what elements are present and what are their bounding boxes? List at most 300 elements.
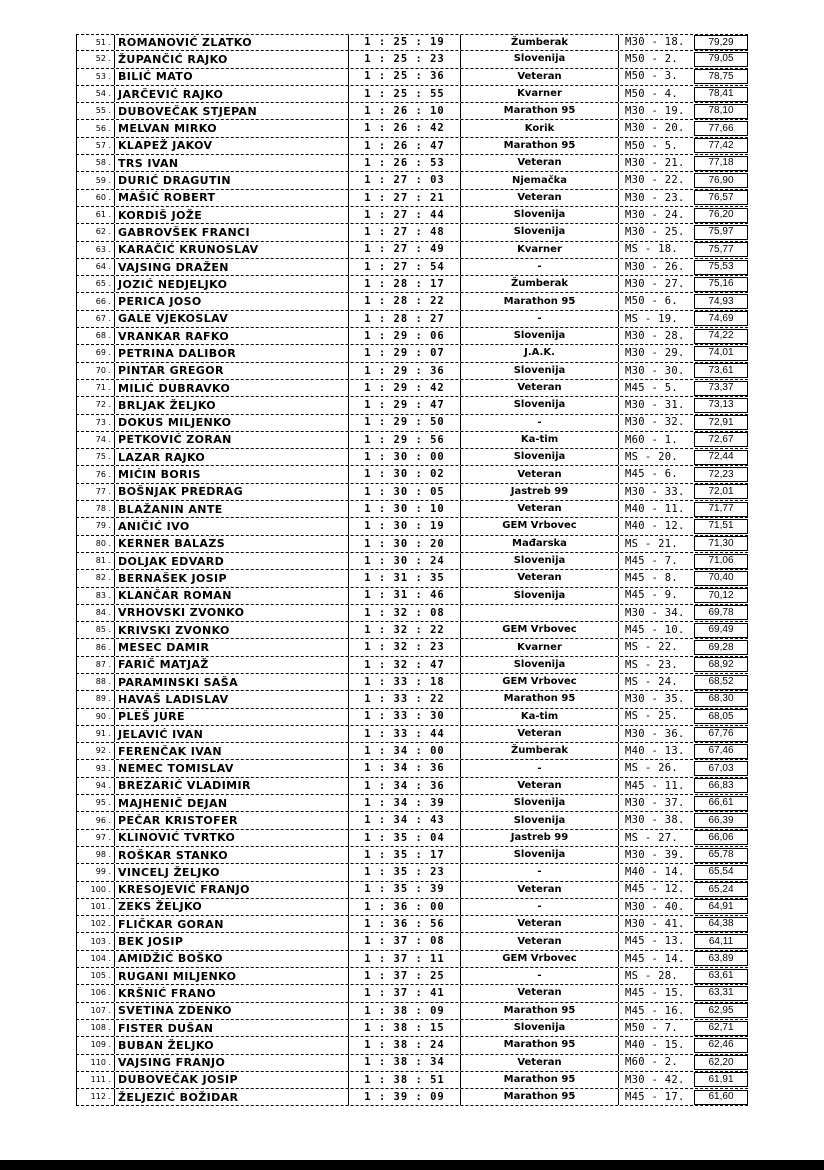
time-cell: 1 : 27 : 48 xyxy=(348,224,460,240)
category-cell: M30 - 42. xyxy=(618,1072,694,1088)
rank-cell: 85 . xyxy=(76,622,114,638)
time-cell: 1 : 27 : 03 xyxy=(348,172,460,188)
score-cell: 71,77 xyxy=(694,502,748,517)
club-cell: Žumberak xyxy=(460,276,618,292)
time-cell: 1 : 29 : 36 xyxy=(348,363,460,379)
table-row xyxy=(76,899,748,916)
time-cell: 1 : 25 : 36 xyxy=(348,69,460,85)
category-cell: M45 - 10. xyxy=(618,622,694,638)
time-cell: 1 : 27 : 44 xyxy=(348,207,460,223)
category-cell: M45 - 8. xyxy=(618,570,694,586)
club-cell: Veteran xyxy=(460,726,618,742)
rank-cell: 111 . xyxy=(76,1072,114,1088)
rank-cell: 90 . xyxy=(76,709,114,725)
name-cell: ROŠKAR STANKO xyxy=(114,847,348,863)
category-cell: MS - 25. xyxy=(618,709,694,725)
club-cell: Veteran xyxy=(460,933,618,949)
category-cell: M30 - 19. xyxy=(618,103,694,119)
club-cell: Ka-tim xyxy=(460,432,618,448)
name-cell: VINCELJ ŽELJKO xyxy=(114,864,348,880)
name-cell: PINTAR GREGOR xyxy=(114,363,348,379)
score-cell: 77,18 xyxy=(694,156,748,171)
name-cell: JARČEVIĆ RAJKO xyxy=(114,86,348,102)
table-row xyxy=(76,397,748,414)
score-cell: 73,13 xyxy=(694,398,748,413)
score-cell: 65,78 xyxy=(694,848,748,863)
name-cell: JELAVIĆ IVAN xyxy=(114,726,348,742)
table-row xyxy=(76,311,748,328)
table-row xyxy=(76,674,748,691)
score-cell: 73,37 xyxy=(694,381,748,396)
score-cell: 62,71 xyxy=(694,1021,748,1036)
name-cell: DOKUS MILJENKO xyxy=(114,415,348,431)
table-row xyxy=(76,1089,748,1106)
table-row xyxy=(76,570,748,587)
table-row xyxy=(76,1072,748,1089)
score-cell: 63,89 xyxy=(694,951,748,966)
score-cell: 63,61 xyxy=(694,969,748,984)
score-cell: 75,53 xyxy=(694,260,748,275)
name-cell: KLANČAR ROMAN xyxy=(114,588,348,604)
name-cell: MESEC DAMIR xyxy=(114,639,348,655)
name-cell: KRŠNIĆ FRANO xyxy=(114,985,348,1001)
time-cell: 1 : 30 : 10 xyxy=(348,501,460,517)
name-cell: BUBAN ŽELJKO xyxy=(114,1037,348,1053)
rank-cell: 88 . xyxy=(76,674,114,690)
score-cell: 67,46 xyxy=(694,744,748,759)
time-cell: 1 : 28 : 22 xyxy=(348,293,460,309)
rank-cell: 68 . xyxy=(76,328,114,344)
table-row xyxy=(76,951,748,968)
table-row xyxy=(76,830,748,847)
rank-cell: 97 . xyxy=(76,830,114,846)
club-cell: GEM Vrbovec xyxy=(460,518,618,534)
score-cell: 78,10 xyxy=(694,104,748,119)
name-cell: VAJSING DRAŽEN xyxy=(114,259,348,275)
rank-cell: 87 . xyxy=(76,657,114,673)
category-cell: M45 - 17. xyxy=(618,1089,694,1105)
score-cell: 79,29 xyxy=(694,35,748,50)
score-cell: 75,77 xyxy=(694,242,748,257)
rank-cell: 83 . xyxy=(76,588,114,604)
table-row xyxy=(76,120,748,137)
score-cell: 68,30 xyxy=(694,692,748,707)
score-cell: 72,91 xyxy=(694,415,748,430)
rank-cell: 63 . xyxy=(76,242,114,258)
club-cell: Veteran xyxy=(460,1055,618,1071)
category-cell: M30 - 22. xyxy=(618,172,694,188)
category-cell: M30 - 24. xyxy=(618,207,694,223)
score-cell: 62,95 xyxy=(694,1003,748,1018)
table-row xyxy=(76,51,748,68)
club-cell: - xyxy=(460,259,618,275)
category-cell: M45 - 12. xyxy=(618,882,694,898)
table-row xyxy=(76,276,748,293)
club-cell: - xyxy=(460,864,618,880)
category-cell: M30 - 34. xyxy=(618,605,694,621)
score-cell: 66,83 xyxy=(694,778,748,793)
time-cell: 1 : 31 : 35 xyxy=(348,570,460,586)
club-cell: Veteran xyxy=(460,882,618,898)
category-cell: M30 - 41. xyxy=(618,916,694,932)
name-cell: DOLJAK EDVARD xyxy=(114,553,348,569)
rank-cell: 64 . xyxy=(76,259,114,275)
rank-cell: 78 . xyxy=(76,501,114,517)
club-cell: Korik xyxy=(460,120,618,136)
table-row xyxy=(76,242,748,259)
rank-cell: 74 . xyxy=(76,432,114,448)
club-cell: Veteran xyxy=(460,380,618,396)
rank-cell: 112 . xyxy=(76,1089,114,1105)
name-cell: BILIĆ MATO xyxy=(114,69,348,85)
score-cell: 68,52 xyxy=(694,675,748,690)
name-cell: LAZAR RAJKO xyxy=(114,449,348,465)
category-cell: M30 - 39. xyxy=(618,847,694,863)
category-cell: M45 - 15. xyxy=(618,985,694,1001)
rank-cell: 52 . xyxy=(76,51,114,67)
category-cell: M60 - 1. xyxy=(618,432,694,448)
category-cell: M30 - 25. xyxy=(618,224,694,240)
table-row xyxy=(76,1037,748,1054)
table-row xyxy=(76,484,748,501)
time-cell: 1 : 29 : 42 xyxy=(348,380,460,396)
time-cell: 1 : 32 : 47 xyxy=(348,657,460,673)
score-cell: 63,31 xyxy=(694,986,748,1001)
rank-cell: 109 . xyxy=(76,1037,114,1053)
rank-cell: 79 . xyxy=(76,518,114,534)
rank-cell: 71 . xyxy=(76,380,114,396)
club-cell: Slovenija xyxy=(460,207,618,223)
time-cell: 1 : 36 : 56 xyxy=(348,916,460,932)
club-cell: Jastreb 99 xyxy=(460,484,618,500)
score-cell: 69,28 xyxy=(694,640,748,655)
time-cell: 1 : 35 : 17 xyxy=(348,847,460,863)
table-row xyxy=(76,345,748,362)
score-cell: 64,91 xyxy=(694,899,748,914)
table-row xyxy=(76,518,748,535)
rank-cell: 55 . xyxy=(76,103,114,119)
table-row xyxy=(76,605,748,622)
table-row xyxy=(76,415,748,432)
club-cell: - xyxy=(460,760,618,776)
category-cell: M30 - 31. xyxy=(618,397,694,413)
category-cell: M50 - 3. xyxy=(618,69,694,85)
name-cell: BRLJAK ŽELJKO xyxy=(114,397,348,413)
rank-cell: 62 . xyxy=(76,224,114,240)
score-cell: 71,06 xyxy=(694,554,748,569)
time-cell: 1 : 30 : 00 xyxy=(348,449,460,465)
score-cell: 74,01 xyxy=(694,346,748,361)
club-cell: Slovenija xyxy=(460,657,618,673)
time-cell: 1 : 29 : 50 xyxy=(348,415,460,431)
name-cell: MILIĆ DUBRAVKO xyxy=(114,380,348,396)
club-cell: Slovenija xyxy=(460,812,618,828)
table-row xyxy=(76,86,748,103)
score-cell: 66,61 xyxy=(694,796,748,811)
club-cell: Slovenija xyxy=(460,1020,618,1036)
rank-cell: 76 . xyxy=(76,466,114,482)
time-cell: 1 : 32 : 22 xyxy=(348,622,460,638)
category-cell: M30 - 35. xyxy=(618,691,694,707)
score-cell: 65,54 xyxy=(694,865,748,880)
rank-cell: 95 . xyxy=(76,795,114,811)
club-cell: Kvarner xyxy=(460,86,618,102)
category-cell: M45 - 13. xyxy=(618,933,694,949)
score-cell: 62,20 xyxy=(694,1055,748,1070)
time-cell: 1 : 37 : 25 xyxy=(348,968,460,984)
time-cell: 1 : 33 : 30 xyxy=(348,709,460,725)
club-cell: Veteran xyxy=(460,985,618,1001)
table-row xyxy=(76,743,748,760)
club-cell: Slovenija xyxy=(460,363,618,379)
time-cell: 1 : 37 : 11 xyxy=(348,951,460,967)
table-row xyxy=(76,172,748,189)
name-cell: KRESOJEVIĆ FRANJO xyxy=(114,882,348,898)
name-cell: FARIČ MATJAŽ xyxy=(114,657,348,673)
table-row xyxy=(76,536,748,553)
time-cell: 1 : 34 : 00 xyxy=(348,743,460,759)
club-cell: GEM Vrbovec xyxy=(460,622,618,638)
time-cell: 1 : 34 : 36 xyxy=(348,760,460,776)
name-cell: MIĆIN BORIS xyxy=(114,466,348,482)
name-cell: KLAPEŽ JAKOV xyxy=(114,138,348,154)
club-cell: Mađarska xyxy=(460,536,618,552)
name-cell: AMIDŽIĆ BOŠKO xyxy=(114,951,348,967)
category-cell: M40 - 12. xyxy=(618,518,694,534)
rank-cell: 61 . xyxy=(76,207,114,223)
name-cell: VRHOVSKI ZVONKO xyxy=(114,605,348,621)
time-cell: 1 : 29 : 06 xyxy=(348,328,460,344)
category-cell: M30 - 33. xyxy=(618,484,694,500)
club-cell: Veteran xyxy=(460,190,618,206)
club-cell: Kvarner xyxy=(460,242,618,258)
name-cell: FERENČAK IVAN xyxy=(114,743,348,759)
time-cell: 1 : 30 : 20 xyxy=(348,536,460,552)
name-cell: FLIČKAR GORAN xyxy=(114,916,348,932)
name-cell: MAJHENIČ DEJAN xyxy=(114,795,348,811)
name-cell: ŽUPANČIĆ RAJKO xyxy=(114,51,348,67)
score-cell: 62,46 xyxy=(694,1038,748,1053)
time-cell: 1 : 37 : 41 xyxy=(348,985,460,1001)
score-cell: 69,49 xyxy=(694,623,748,638)
name-cell: ŽELJEZIĆ BOŽIDAR xyxy=(114,1089,348,1105)
time-cell: 1 : 25 : 55 xyxy=(348,86,460,102)
name-cell: KERNER BALAZS xyxy=(114,536,348,552)
rank-cell: 104 . xyxy=(76,951,114,967)
category-cell: M30 - 29. xyxy=(618,345,694,361)
category-cell: MS - 18. xyxy=(618,242,694,258)
category-cell: MS - 28. xyxy=(618,968,694,984)
club-cell: Veteran xyxy=(460,778,618,794)
name-cell: KORDIŠ JOŽE xyxy=(114,207,348,223)
score-cell: 72,67 xyxy=(694,432,748,447)
score-cell: 78,75 xyxy=(694,69,748,84)
club-cell: Kvarner xyxy=(460,639,618,655)
time-cell: 1 : 28 : 17 xyxy=(348,276,460,292)
score-cell: 76,90 xyxy=(694,173,748,188)
rank-cell: 105 . xyxy=(76,968,114,984)
club-cell: Slovenija xyxy=(460,588,618,604)
rank-cell: 59 . xyxy=(76,172,114,188)
time-cell: 1 : 28 : 27 xyxy=(348,311,460,327)
score-cell: 76,20 xyxy=(694,208,748,223)
rank-cell: 110 . xyxy=(76,1055,114,1071)
club-cell: Marathon 95 xyxy=(460,103,618,119)
table-row xyxy=(76,1020,748,1037)
club-cell: Slovenija xyxy=(460,449,618,465)
club-cell: Veteran xyxy=(460,69,618,85)
name-cell: BOŠNJAK PREDRAG xyxy=(114,484,348,500)
name-cell: PETRINA DALIBOR xyxy=(114,345,348,361)
table-row xyxy=(76,622,748,639)
table-row xyxy=(76,138,748,155)
club-cell: - xyxy=(460,311,618,327)
club-cell: Marathon 95 xyxy=(460,1089,618,1105)
score-cell: 61,91 xyxy=(694,1072,748,1087)
time-cell: 1 : 34 : 36 xyxy=(348,778,460,794)
rank-cell: 86 . xyxy=(76,639,114,655)
score-cell: 64,11 xyxy=(694,934,748,949)
time-cell: 1 : 27 : 49 xyxy=(348,242,460,258)
category-cell: M45 - 16. xyxy=(618,1003,694,1019)
category-cell: M30 - 32. xyxy=(618,415,694,431)
name-cell: JOZIĆ NEDJELJKO xyxy=(114,276,348,292)
table-row xyxy=(76,501,748,518)
category-cell: MS - 26. xyxy=(618,760,694,776)
score-cell: 72,23 xyxy=(694,467,748,482)
table-row xyxy=(76,812,748,829)
table-row xyxy=(76,847,748,864)
table-row xyxy=(76,588,748,605)
category-cell: MS - 23. xyxy=(618,657,694,673)
name-cell: DUBOVEČAK STJEPAN xyxy=(114,103,348,119)
time-cell: 1 : 35 : 23 xyxy=(348,864,460,880)
category-cell: M30 - 30. xyxy=(618,363,694,379)
category-cell: M45 - 11. xyxy=(618,778,694,794)
name-cell: DURIĆ DRAGUTIN xyxy=(114,172,348,188)
time-cell: 1 : 29 : 47 xyxy=(348,397,460,413)
table-row xyxy=(76,380,748,397)
time-cell: 1 : 27 : 54 xyxy=(348,259,460,275)
score-cell: 71,51 xyxy=(694,519,748,534)
time-cell: 1 : 32 : 08 xyxy=(348,605,460,621)
rank-cell: 77 . xyxy=(76,484,114,500)
time-cell: 1 : 38 : 24 xyxy=(348,1037,460,1053)
score-cell: 74,69 xyxy=(694,311,748,326)
score-cell: 67,03 xyxy=(694,761,748,776)
rank-cell: 67 . xyxy=(76,311,114,327)
rank-cell: 100 . xyxy=(76,882,114,898)
time-cell: 1 : 26 : 53 xyxy=(348,155,460,171)
category-cell: M30 - 28. xyxy=(618,328,694,344)
name-cell: NEMEC TOMISLAV xyxy=(114,760,348,776)
category-cell: MS - 19. xyxy=(618,311,694,327)
score-cell: 70,12 xyxy=(694,588,748,603)
club-cell: Jastreb 99 xyxy=(460,830,618,846)
time-cell: 1 : 33 : 18 xyxy=(348,674,460,690)
table-row xyxy=(76,293,748,310)
name-cell: VRANKAR RAFKO xyxy=(114,328,348,344)
club-cell: Žumberak xyxy=(460,743,618,759)
score-cell: 78,41 xyxy=(694,87,748,102)
club-cell: Marathon 95 xyxy=(460,138,618,154)
score-cell: 76,57 xyxy=(694,190,748,205)
club-cell: Slovenija xyxy=(460,553,618,569)
time-cell: 1 : 34 : 43 xyxy=(348,812,460,828)
category-cell: MS - 22. xyxy=(618,639,694,655)
category-cell: M50 - 4. xyxy=(618,86,694,102)
name-cell: MAŠIĆ ROBERT xyxy=(114,190,348,206)
name-cell: PLEŠ JURE xyxy=(114,709,348,725)
time-cell: 1 : 33 : 44 xyxy=(348,726,460,742)
table-row xyxy=(76,553,748,570)
name-cell: VAJSING FRANJO xyxy=(114,1055,348,1071)
time-cell: 1 : 29 : 56 xyxy=(348,432,460,448)
club-cell xyxy=(460,605,618,621)
name-cell: DUBOVEČAK JOSIP xyxy=(114,1072,348,1088)
table-row xyxy=(76,968,748,985)
time-cell: 1 : 30 : 05 xyxy=(348,484,460,500)
name-cell: RUGANI MILJENKO xyxy=(114,968,348,984)
table-row xyxy=(76,224,748,241)
club-cell: - xyxy=(460,899,618,915)
category-cell: M45 - 6. xyxy=(618,466,694,482)
rank-cell: 72 . xyxy=(76,397,114,413)
rank-cell: 99 . xyxy=(76,864,114,880)
category-cell: M30 - 27. xyxy=(618,276,694,292)
club-cell: Žumberak xyxy=(460,35,618,50)
rank-cell: 103 . xyxy=(76,933,114,949)
club-cell: Veteran xyxy=(460,155,618,171)
category-cell: M45 - 5. xyxy=(618,380,694,396)
club-cell: Slovenija xyxy=(460,795,618,811)
time-cell: 1 : 37 : 08 xyxy=(348,933,460,949)
table-row xyxy=(76,639,748,656)
name-cell: KRIVSKI ZVONKO xyxy=(114,622,348,638)
rank-cell: 84 . xyxy=(76,605,114,621)
club-cell: Veteran xyxy=(460,916,618,932)
category-cell: MS - 21. xyxy=(618,536,694,552)
table-row xyxy=(76,726,748,743)
name-cell: TRS IVAN xyxy=(114,155,348,171)
club-cell: - xyxy=(460,968,618,984)
rank-cell: 106 . xyxy=(76,985,114,1001)
time-cell: 1 : 36 : 00 xyxy=(348,899,460,915)
category-cell: M45 - 14. xyxy=(618,951,694,967)
score-cell: 69,78 xyxy=(694,605,748,620)
table-row xyxy=(76,328,748,345)
name-cell: MELVAN MIRKO xyxy=(114,120,348,136)
rank-cell: 53 . xyxy=(76,69,114,85)
table-row xyxy=(76,1003,748,1020)
table-row xyxy=(76,657,748,674)
table-row xyxy=(76,34,748,51)
score-cell: 68,05 xyxy=(694,709,748,724)
score-cell: 72,44 xyxy=(694,450,748,465)
category-cell: M30 - 26. xyxy=(618,259,694,275)
rank-cell: 66 . xyxy=(76,293,114,309)
name-cell: GALE VJEKOSLAV xyxy=(114,311,348,327)
score-cell: 77,42 xyxy=(694,138,748,153)
rank-cell: 82 . xyxy=(76,570,114,586)
rank-cell: 101 . xyxy=(76,899,114,915)
name-cell: BREZARIĆ VLADIMIR xyxy=(114,778,348,794)
score-cell: 70,40 xyxy=(694,571,748,586)
time-cell: 1 : 31 : 46 xyxy=(348,588,460,604)
name-cell: HAVAŠ LADISLAV xyxy=(114,691,348,707)
score-cell: 71,30 xyxy=(694,536,748,551)
name-cell: PETKOVIĆ ZORAN xyxy=(114,432,348,448)
